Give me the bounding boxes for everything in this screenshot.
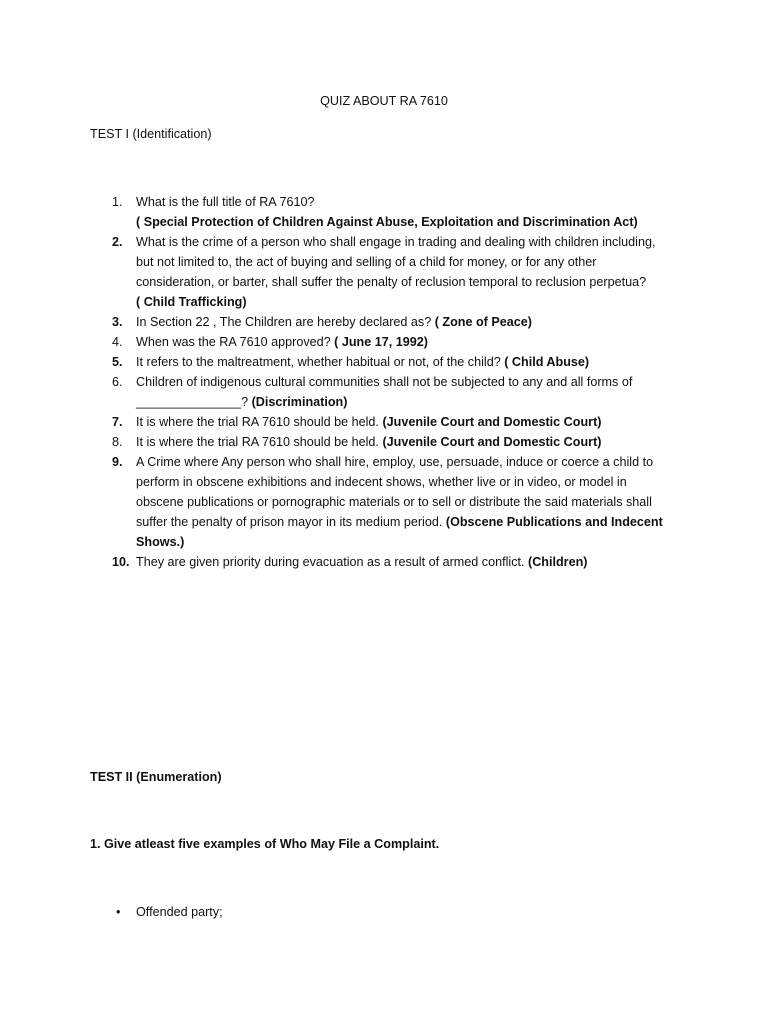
question-text-after: ?: [241, 395, 249, 409]
test2-heading: TEST II (Enumeration): [90, 770, 222, 784]
question-number: 1.: [112, 195, 123, 209]
question-item: [90, 452, 670, 552]
answer-blank: _______________: [136, 395, 242, 409]
question-text: It is where the trial RA 7610 should be held.: [136, 415, 379, 429]
question-answer: ( June 17, 1992): [334, 335, 428, 349]
question-number: 2.: [112, 235, 123, 249]
question-answer: (Children): [528, 555, 588, 569]
question-text: What is the full title of RA 7610?: [136, 195, 315, 209]
question-number: 7.: [112, 415, 123, 429]
question-text: Children of indigenous cultural communities shall not be subjected to any and all forms of: [136, 375, 633, 389]
test1-heading: TEST I (Identification): [90, 127, 212, 141]
question-item: [90, 232, 670, 312]
question-number: 4.: [112, 335, 123, 349]
question-text: A Crime where Any person who shall hire, employ, use, persuade, induce or coerce a child to perform in obscene exhibitions and indecent shows, whether live or in video, or model in obscene publications or pornographic materials or to sell or distribute the said materials shall suffer the penalty of prison mayor in its medium period.: [136, 455, 654, 529]
bullet-list: [90, 902, 223, 922]
question-item: [90, 412, 670, 432]
question-answer: ( Special Protection of Children Against Abuse, Exploitation and Discrimination Act): [136, 215, 638, 229]
question-number: 6.: [112, 375, 123, 389]
bullet-icon: •: [116, 905, 121, 919]
document-title: QUIZ ABOUT RA 7610: [320, 94, 448, 108]
enumeration-question: 1. Give atleast five examples of Who May File a Complaint.: [90, 837, 440, 851]
question-answer: ( Zone of Peace): [434, 315, 532, 329]
question-item: [90, 352, 670, 372]
question-item: [90, 372, 670, 412]
question-text: It refers to the maltreatment, whether habitual or not, of the child?: [136, 355, 501, 369]
question-answer: (Juvenile Court and Domestic Court): [382, 435, 602, 449]
question-answer: ( Child Trafficking): [136, 295, 247, 309]
question-item: [90, 432, 670, 452]
question-number: 9.: [112, 455, 123, 469]
question-answer: (Juvenile Court and Domestic Court): [382, 415, 602, 429]
question-answer: (Obscene Publications and Indecent Shows.): [136, 515, 663, 549]
list-item-text: Offended party;: [136, 905, 223, 919]
question-number: 10.: [112, 555, 130, 569]
question-text: When was the RA 7610 approved?: [136, 335, 331, 349]
question-text: What is the crime of a person who shall engage in trading and dealing with children including, but not limited to, the act of buying and selling of a child for money, or for any other consideration, or barter, shall suffer the penalty of reclusion temporal to reclusion perpetua?: [136, 235, 656, 289]
question-text: It is where the trial RA 7610 should be held.: [136, 435, 379, 449]
question-item: [90, 332, 670, 352]
question-item: [90, 312, 670, 332]
question-answer: (Discrimination): [251, 395, 348, 409]
question-answer: ( Child Abuse): [504, 355, 590, 369]
question-list: [90, 192, 670, 572]
question-text: They are given priority during evacuation as a result of armed conflict.: [136, 555, 525, 569]
question-number: 3.: [112, 315, 123, 329]
list-item: [90, 902, 223, 922]
question-number: 5.: [112, 355, 123, 369]
question-item: [90, 192, 670, 232]
question-item: [90, 552, 670, 572]
question-number: 8.: [112, 435, 123, 449]
question-text: In Section 22 , The Children are hereby declared as?: [136, 315, 432, 329]
